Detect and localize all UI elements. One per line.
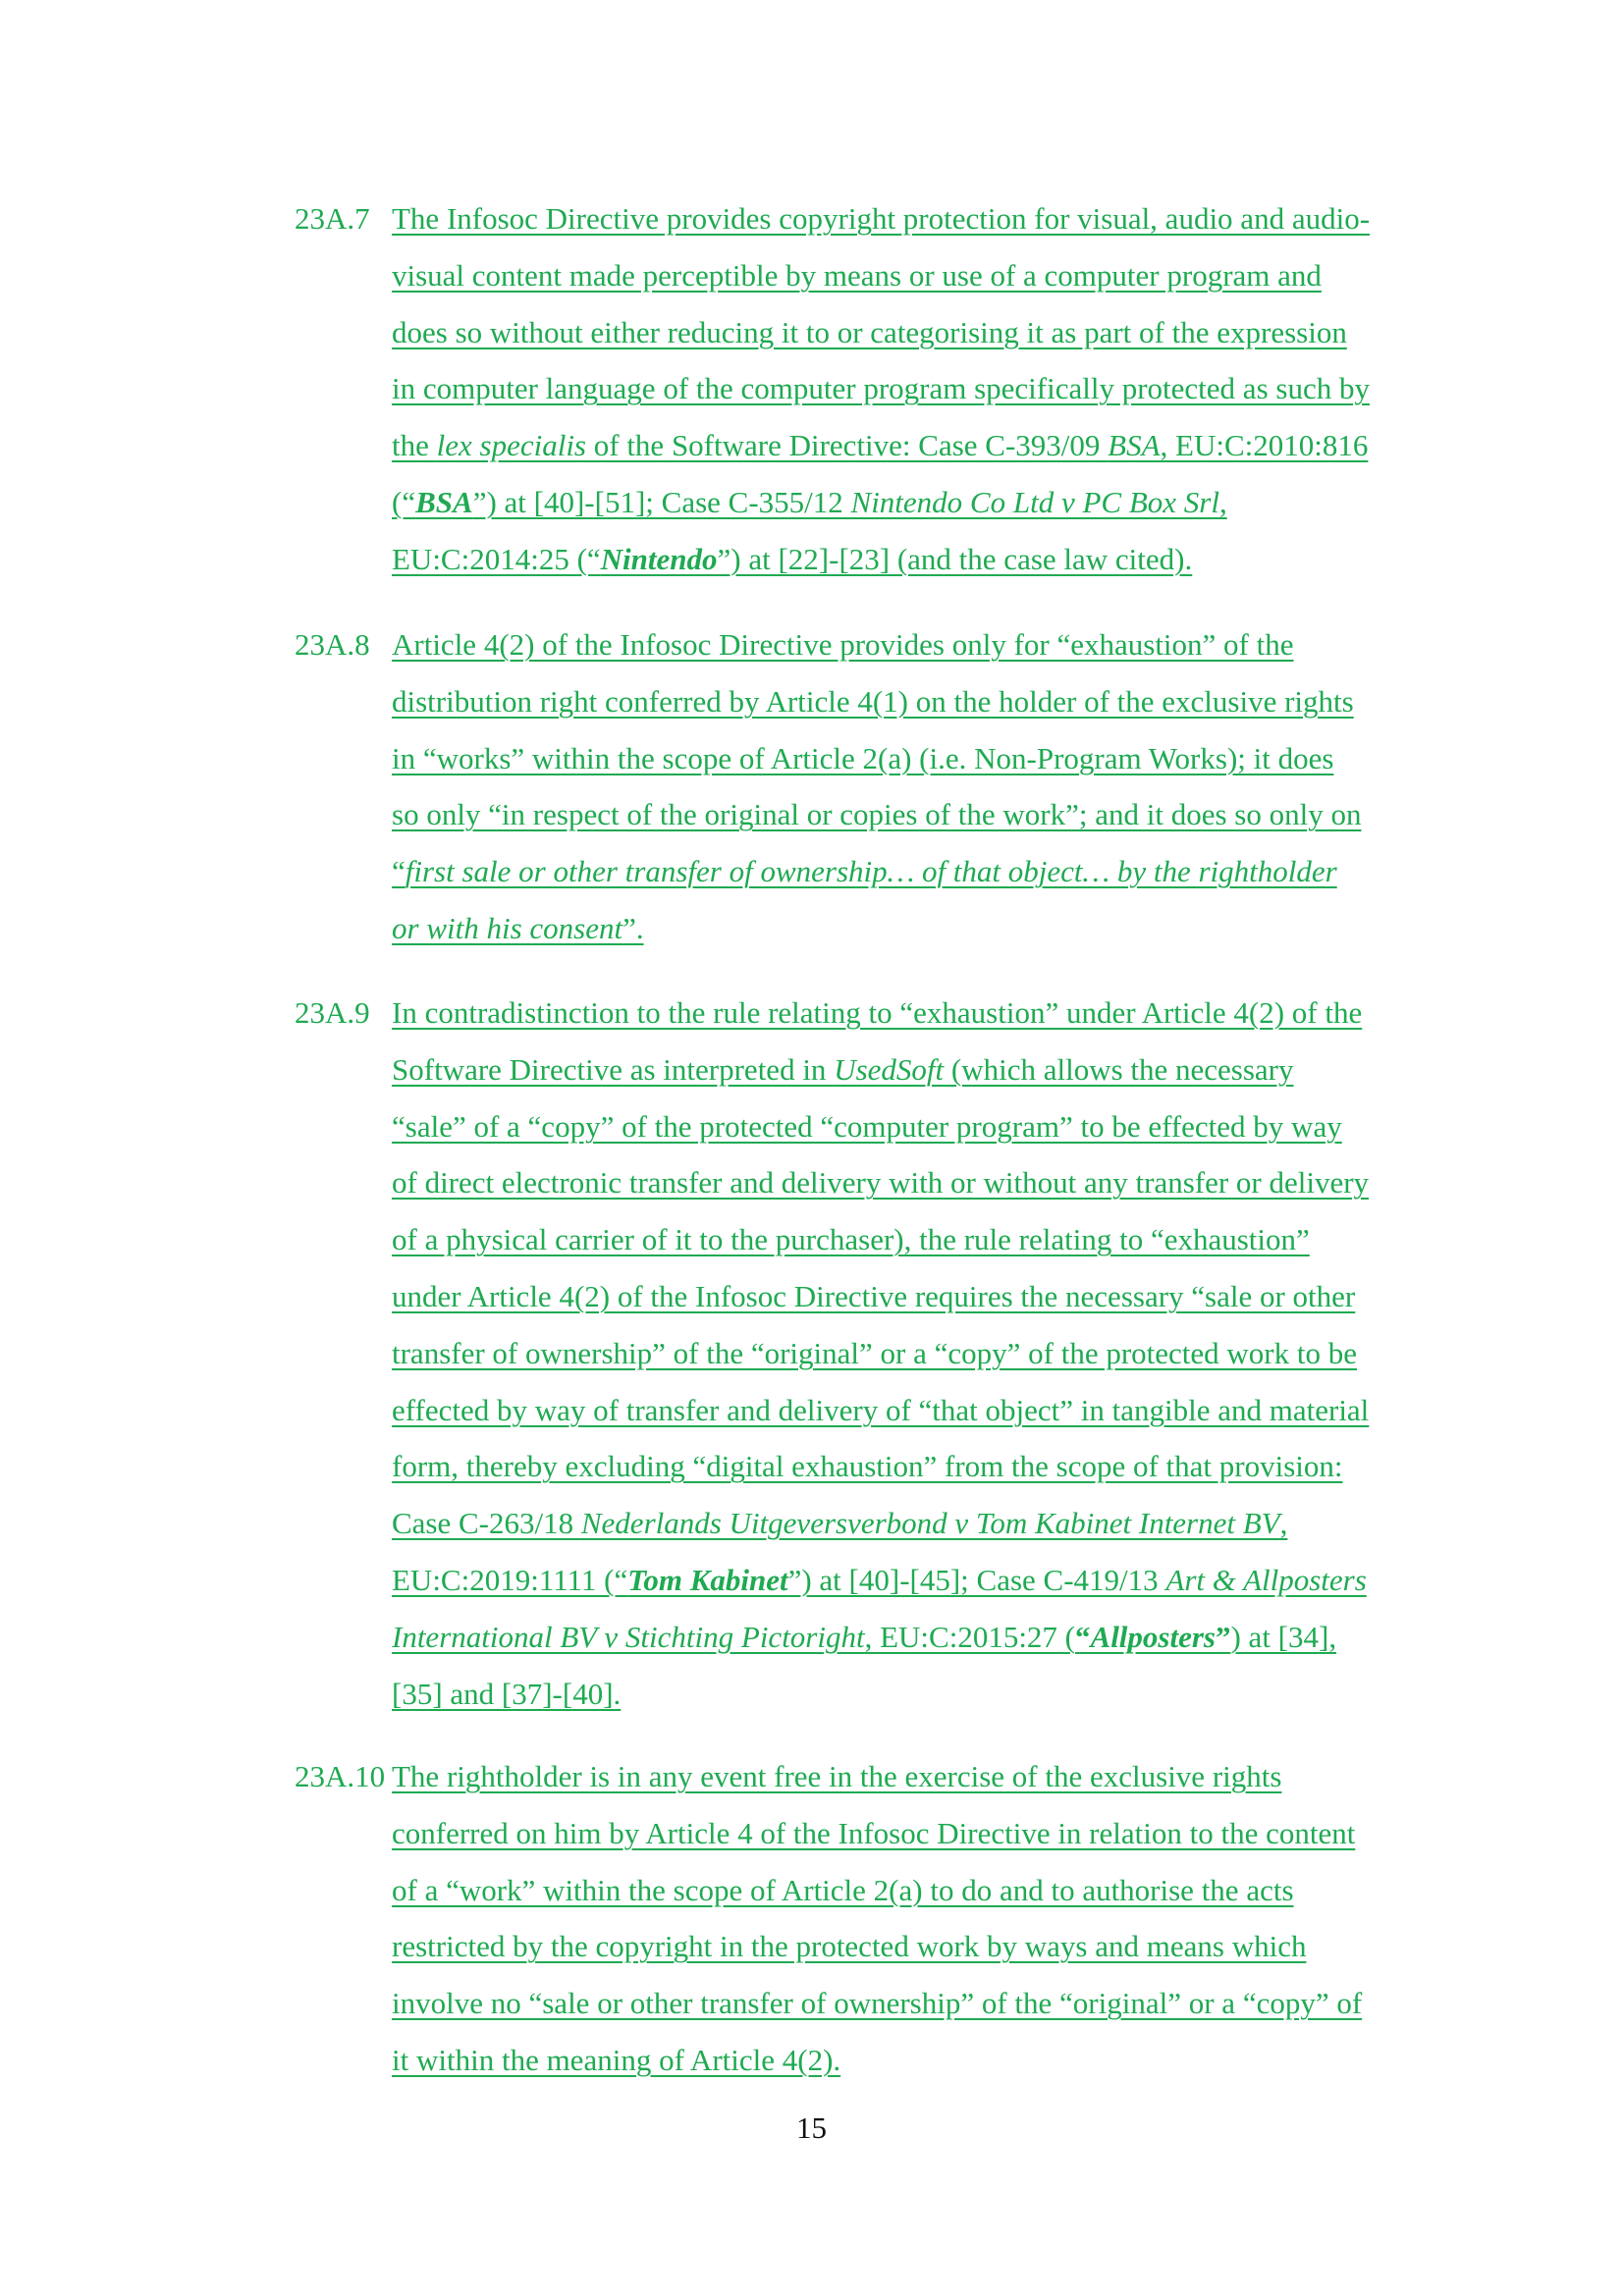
paragraph-23a10: 23A.10 The rightholder is in any event free in the exercise of the exclusive rights conferred on him by Article 4 of the Infosoc Directive in relation to the content of a “work” within the scope of Article 2(a) to do and to authorise the acts restricted by the copyright in the protected work by ways and means which involve no “sale or other transfer of ownership” of the “original” or a “copy” of it within the meaning of Article 4(2). bbox=[295, 1748, 1435, 2089]
paragraph-23a8: 23A.8 Article 4(2) of the Infosoc Directive provides only for “exhaustion” of the distribution right conferred by Article 4(1) on the holder of the exclusive rights in “works” within the scope of Article 2(a) (i.e. Non-Program Works); it does so only “in respect of the original or copies of the work”; and it does so only on “first sale or other transfer of ownership… of that object… by the rightholder or with his consent”. bbox=[295, 616, 1435, 957]
paragraph-23a7: 23A.7 The Infosoc Directive provides copyright protection for visual, audio and audio- visual content made perceptible by means or use of a computer program and does so without either reducing it to or categorising it as part of the expression in computer language of the computer program specifically protected as such by the lex specialis of the Software Directive: Case C-393/09 BSA, EU:C:2010:816 (“BSA”) at [40]-[51]; Case C-355/12 Nintendo Co Ltd v PC Box Srl, EU:C:2014:25 (“Nintendo”) at [22]-[23] (and the case law cited). bbox=[295, 190, 1435, 588]
paragraph-number: 23A.7 bbox=[295, 201, 370, 236]
paragraph-number: 23A.10 bbox=[295, 1759, 386, 1793]
paragraph-23a9: 23A.9 In contradistinction to the rule relating to “exhaustion” under Article 4(2) of the Software Directive as interpreted in UsedSoft (which allows the necessary “sale” of a “copy” of the protected “computer program” to be effected by way of direct electronic transfer and delivery with or without any transfer or delivery of a physical carrier of it to the purchaser), the rule relating to “exhaustion” under Article 4(2) of the Infosoc Directive requires the necessary “sale or other transfer of ownership” of the “original” or a “copy” of the protected work to be effected by way of transfer and delivery of “that object” in tangible and material form, thereby excluding “digital exhaustion” from the scope of that provision: Case C-263/18 Nederlands Uitgeversverbond v Tom Kabinet Internet BV, EU:C:2019:1111 (“Tom Kabinet”) at [40]-[45]; Case C-419/13 Art & Allposters International BV v Stichting Pictoright, EU:C:2015:27 (“Allposters”) at [34], [35] and [37]-[40]. bbox=[295, 985, 1435, 1722]
paragraph-number: 23A.9 bbox=[295, 995, 370, 1030]
paragraph-number: 23A.8 bbox=[295, 627, 370, 662]
page-number: 15 bbox=[796, 2110, 827, 2145]
